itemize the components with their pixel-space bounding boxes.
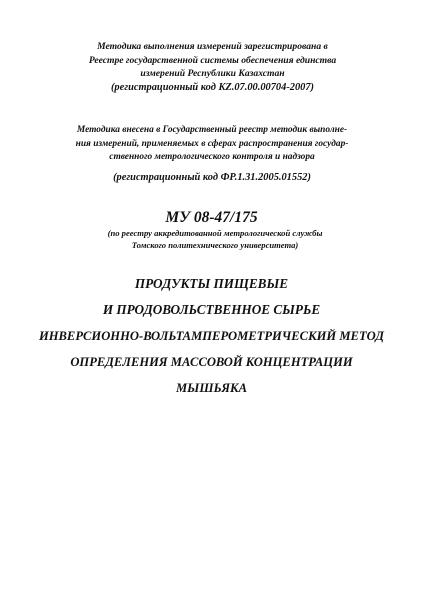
title-line-5: МЫШЬЯКА	[175, 381, 248, 395]
registration-kz-block	[40, 40, 385, 94]
registration-ru-line-1: Методика внесена в Государственный реестр методик выполне-	[76, 125, 348, 135]
document-subtitle	[60, 228, 370, 251]
title-line-1: ПРОДУКТЫ ПИЩЕВЫЕ	[134, 276, 289, 291]
registration-kz-line-2: Реестре государственной системы обеспечения единства	[88, 54, 337, 66]
title-line-2: И ПРОДОВОЛЬСТВЕННОЕ СЫРЬЕ	[102, 302, 321, 317]
registration-kz-line-3: измерений Республики Казахстан	[140, 68, 285, 79]
registration-ru-line-3: ственного метрологического контроля и надзора	[109, 152, 315, 162]
registration-ru-code: (регистрационный код ФР.1.31.2005.01552)	[113, 171, 311, 183]
document-subtitle-line-2: Томского политехнического университета)	[131, 239, 299, 250]
registration-ru-line-2: ния измерений, применяемых в сферах распространения государ-	[75, 138, 349, 149]
document-number: МУ 08-47/175	[165, 209, 258, 226]
document-subtitle-line-1: (по реестру аккредитованной метрологической службы	[107, 228, 323, 238]
registration-kz-line-1: Методика выполнения измерений зарегистрирована в	[97, 41, 328, 52]
registration-ru-block	[32, 124, 392, 184]
title-line-3: ИНВЕРСИОННО-ВОЛЬТАМПЕРОМЕТРИЧЕСКИЙ МЕТОД	[38, 329, 385, 343]
title-line-4: ОПРЕДЕЛЕНИЯ МАССОВОЙ КОНЦЕНТРАЦИИ	[70, 355, 353, 369]
registration-kz-code: (регистрационный код KZ.07.00.00704-2007)	[110, 81, 315, 93]
